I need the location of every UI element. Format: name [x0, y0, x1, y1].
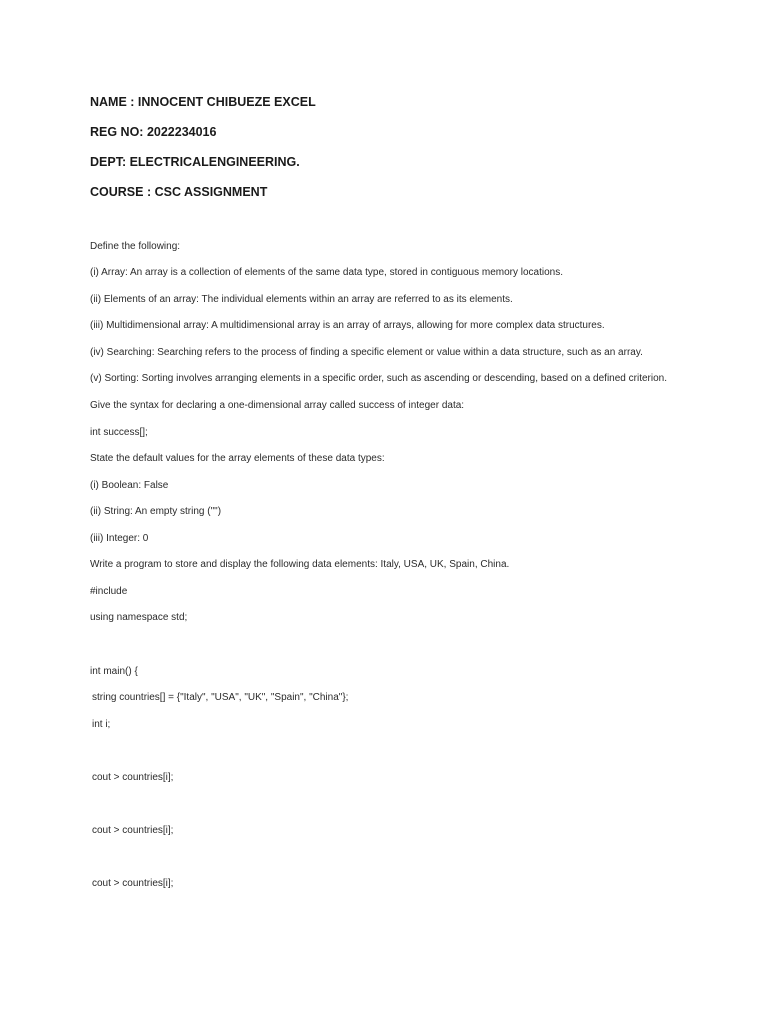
- code-cout-line: cout > countries[i];: [92, 772, 174, 783]
- department: DEPT: ELECTRICALENGINEERING.: [90, 155, 300, 169]
- code-cout-line: cout > countries[i];: [92, 878, 174, 889]
- student-name: NAME : INNOCENT CHIBUEZE EXCEL: [90, 95, 316, 109]
- code-countries-array: string countries[] = {"Italy", "USA", "UK", "Spain", "China"};: [92, 692, 349, 703]
- code-int-i: int i;: [92, 719, 111, 730]
- definition-array: (i) Array: An array is a collection of elements of the same data type, stored in contiguous memory locations.: [90, 267, 564, 278]
- program-question: Write a program to store and display the following data elements: Italy, USA, UK, Spain, China.: [90, 559, 510, 570]
- define-intro: Define the following:: [90, 241, 181, 252]
- defaults-question: State the default values for the array elements of these data types:: [90, 453, 385, 464]
- code-cout-line: cout > countries[i];: [92, 825, 174, 836]
- course-title: COURSE : CSC ASSIGNMENT: [90, 185, 268, 199]
- code-main: int main() {: [90, 666, 138, 677]
- code-using-namespace: using namespace std;: [90, 612, 188, 623]
- definition-multidimensional: (iii) Multidimensional array: A multidimensional array is an array of arrays, allowing for more complex data structures.: [90, 320, 605, 331]
- definition-elements: (ii) Elements of an array: The individual elements within an array are referred to as its elements.: [90, 294, 513, 305]
- reg-number: REG NO: 2022234016: [90, 125, 217, 139]
- syntax-answer: int success[];: [90, 427, 148, 438]
- definition-searching: (iv) Searching: Searching refers to the process of finding a specific element or value within a data structure, such as an array.: [90, 347, 643, 358]
- code-include: #include: [90, 586, 128, 597]
- default-string: (ii) String: An empty string (""): [90, 506, 222, 517]
- definition-sorting: (v) Sorting: Sorting involves arranging elements in a specific order, such as ascending or descending, based on a defined criterion.: [90, 373, 667, 384]
- default-integer: (iii) Integer: 0: [90, 533, 149, 544]
- default-boolean: (i) Boolean: False: [90, 480, 169, 491]
- syntax-question: Give the syntax for declaring a one-dimensional array called success of integer data:: [90, 400, 465, 411]
